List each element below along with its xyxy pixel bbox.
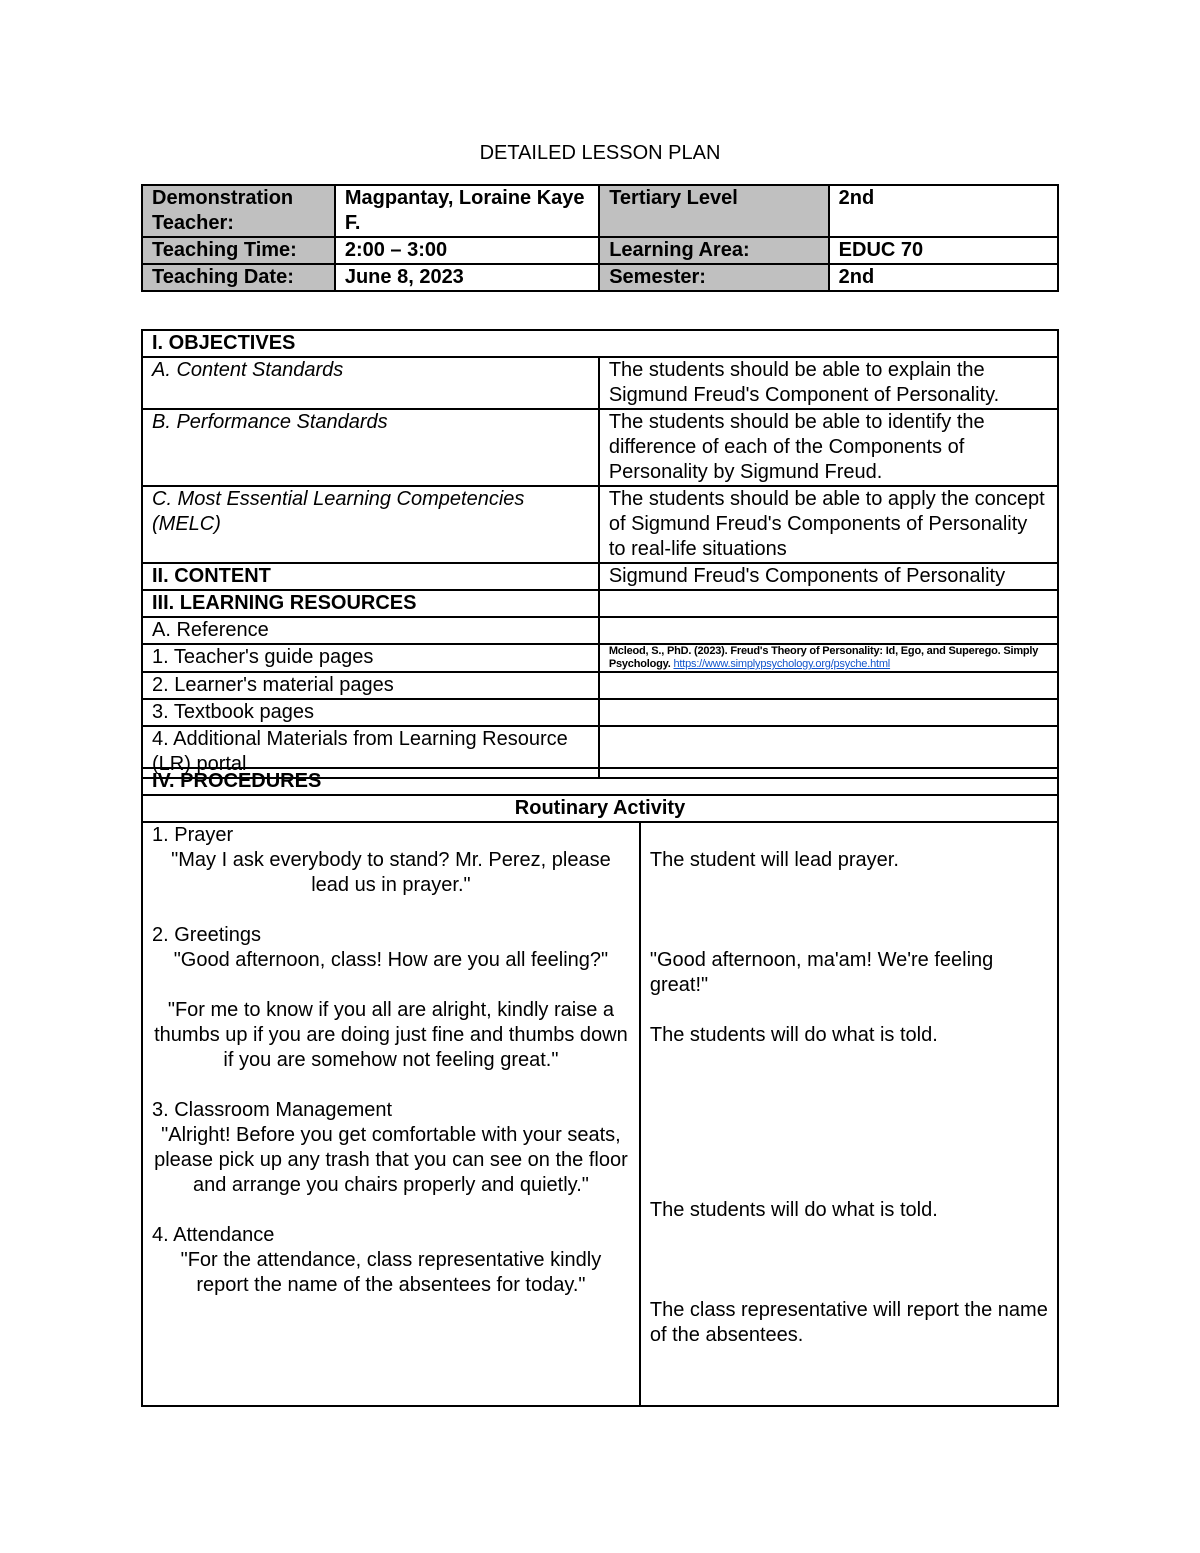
time-label: Teaching Time: — [142, 237, 335, 264]
header-info-table — [141, 184, 1059, 292]
performance-standards-label: B. Performance Standards — [142, 409, 599, 486]
additional-materials-label: 4. Additional Materials from Learning Resource (LR) portal — [142, 726, 599, 778]
level-value: 2nd — [829, 185, 1058, 237]
teacher-activity-column — [142, 822, 640, 1406]
reference-empty-cell — [599, 617, 1058, 644]
classroom-student-line: The students will do what is told. — [649, 1199, 938, 1221]
content-heading: II. CONTENT — [142, 563, 599, 590]
attendance-title: 4. Attendance — [152, 1224, 275, 1246]
greetings-teacher-line-1: "Good afternoon, class! How are you all feeling?" — [173, 949, 609, 971]
melc-text: The students should be able to apply the concept of Sigmund Freud's Components of Personality to real-life situations — [599, 486, 1058, 563]
routinary-activity-heading: Routinary Activity — [142, 795, 1058, 822]
objectives-table — [141, 329, 1059, 779]
greetings-teacher-line-2: "For me to know if you all are alright, kindly raise a thumbs up if you are doing just fine and thumbs down if you are somehow not feeling great." — [154, 999, 628, 1071]
teacher-label: Demonstration Teacher: — [142, 185, 335, 237]
content-standards-label: A. Content Standards — [142, 357, 599, 409]
procedures-table — [141, 767, 1059, 1407]
learners-material-label: 2. Learner's material pages — [142, 672, 599, 699]
content-standards-text: The students should be able to explain the Sigmund Freud's Component of Personality. — [599, 357, 1058, 409]
area-label: Learning Area: — [599, 237, 828, 264]
learners-material-empty-cell — [599, 672, 1058, 699]
date-label: Teaching Date: — [142, 264, 335, 291]
objectives-heading: I. OBJECTIVES — [142, 330, 1058, 357]
greetings-title: 2. Greetings — [152, 924, 261, 946]
document-title: DETAILED LESSON PLAN — [479, 142, 721, 164]
citation-link[interactable]: https://www.simplypsychology.org/psyche.html — [673, 658, 891, 670]
melc-label: C. Most Essential Learning Competencies (MELC) — [142, 486, 599, 563]
level-label: Tertiary Level — [599, 185, 828, 237]
reference-label: A. Reference — [142, 617, 599, 644]
teacher-value: Magpantay, Loraine Kaye F. — [335, 185, 599, 237]
date-value: June 8, 2023 — [335, 264, 599, 291]
procedures-heading: IV. PROCEDURES — [142, 768, 1058, 795]
prayer-teacher-line: "May I ask everybody to stand? Mr. Perez, please lead us in prayer." — [171, 849, 611, 896]
performance-standards-text: The students should be able to identify the difference of each of the Components of Personality by Sigmund Freud. — [599, 409, 1058, 486]
resources-empty-cell — [599, 590, 1058, 617]
prayer-student-line: The student will lead prayer. — [649, 849, 899, 871]
textbook-empty-cell — [599, 699, 1058, 726]
textbook-label: 3. Textbook pages — [142, 699, 599, 726]
area-value: EDUC 70 — [829, 237, 1058, 264]
content-text: Sigmund Freud's Components of Personality — [599, 563, 1058, 590]
resources-heading: III. LEARNING RESOURCES — [142, 590, 599, 617]
classroom-teacher-line: "Alright! Before you get comfortable with your seats, please pick up any trash that you can see on the floor and arrange you chairs properly and quietly." — [154, 1124, 628, 1196]
citation-cell — [599, 644, 1058, 672]
citation-text: Mcleod, S., PhD. (2023). Freud's Theory of Personality: Id, Ego, and Superego. Simply Psychology. — [608, 645, 1039, 670]
semester-label: Semester: — [599, 264, 828, 291]
teachers-guide-label: 1. Teacher's guide pages — [142, 644, 599, 672]
student-activity-column — [640, 822, 1058, 1406]
classroom-title: 3. Classroom Management — [152, 1099, 393, 1121]
attendance-student-line: The class representative will report the name of the absentees. — [649, 1299, 1048, 1346]
semester-value: 2nd — [829, 264, 1058, 291]
greetings-student-line-1: "Good afternoon, ma'am! We're feeling great!" — [649, 949, 994, 996]
greetings-student-line-2: The students will do what is told. — [649, 1024, 938, 1046]
prayer-title: 1. Prayer — [152, 824, 234, 846]
time-value: 2:00 – 3:00 — [335, 237, 599, 264]
attendance-teacher-line: "For the attendance, class representative kindly report the name of the absentees for today." — [180, 1249, 602, 1296]
